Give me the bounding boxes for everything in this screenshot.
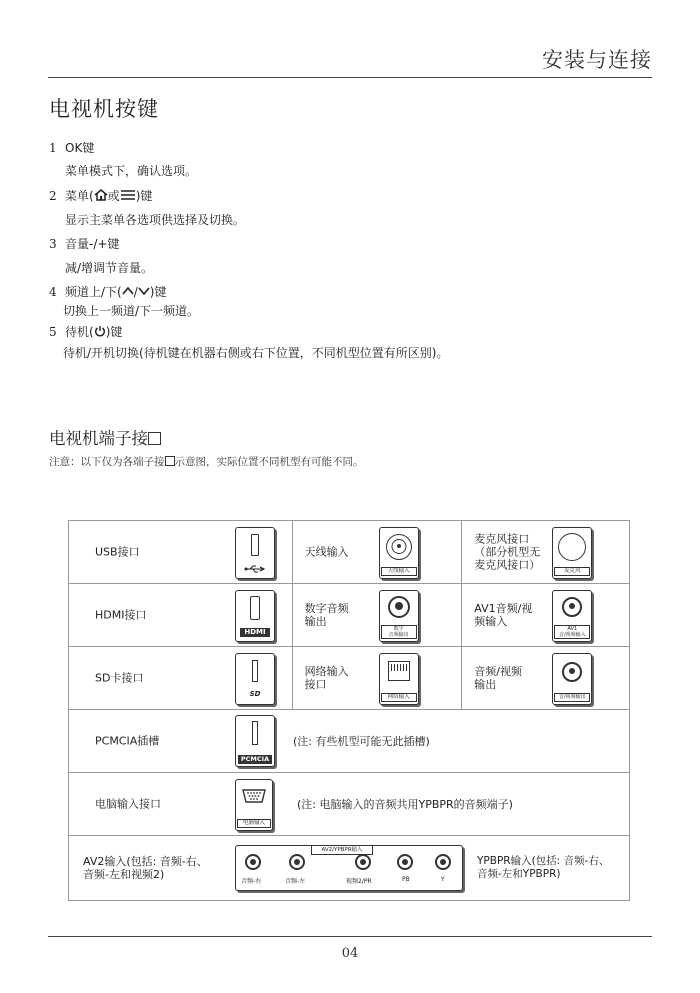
item-title: 菜单( [65, 189, 94, 203]
hdmi-label: HDMI接口 [95, 608, 147, 622]
hdmi-port-cell [69, 584, 292, 646]
lan-icon-label: 网络输入 [381, 693, 417, 702]
ypbpr-label-line: 音频-左和YPBPR) [477, 868, 561, 880]
spdif-cell [293, 584, 462, 646]
rca-jack-icon [397, 854, 413, 870]
rca-jack-icon [245, 854, 261, 870]
lan-label-line: 网络输入 [304, 665, 349, 678]
avout-label [474, 665, 522, 691]
menu-icon [120, 189, 136, 201]
ports-section-title [49, 425, 161, 449]
note-text-a: 注意：以下仅为各端子接 [49, 456, 165, 468]
av2-label [83, 855, 208, 881]
item-title-end: )键 [135, 189, 153, 203]
spdif-port-icon [379, 590, 419, 642]
item-desc: 待机/开机切换(待机键在机器右侧或右下位置，不同机型位置有所区别)。 [63, 346, 449, 360]
pcmcia-note: (注: 有些机型可能无此插槽) [293, 735, 430, 748]
mic-label-line: （部分机型无 [474, 545, 541, 559]
usb-symbol-icon [244, 565, 266, 573]
av2-panel-title: AV2/YPBPR输入 [311, 845, 373, 855]
rca-jack-icon [435, 854, 451, 870]
sd-label: SD卡接口 [95, 671, 144, 685]
ports-note [49, 454, 364, 469]
square-icon [165, 456, 175, 466]
buttons-section-title: 电视机按键 [49, 97, 159, 121]
pcmcia-label: PCMCIA插槽 [95, 734, 160, 748]
item-number: 5 [49, 325, 57, 339]
spdif-label-line: 输出 [304, 615, 327, 628]
lan-cell [293, 647, 462, 709]
header-rule [48, 77, 652, 78]
avout-port-icon [552, 653, 592, 705]
list-item [49, 324, 122, 340]
list-item [49, 236, 119, 252]
list-item [49, 188, 152, 204]
item-desc: 菜单模式下，确认选项。 [65, 164, 198, 178]
item-number: 1 [49, 141, 57, 155]
spdif-label-line: 数字音频 [304, 602, 349, 615]
chevron-down-icon [138, 286, 150, 296]
item-title: 音量-/+键 [65, 237, 120, 251]
sd-port-cell [69, 647, 292, 709]
ports-title-text: 电视机端子接 [49, 429, 148, 448]
item-number: 4 [49, 285, 57, 299]
av1-icon-label [554, 625, 590, 639]
avout-label-line: 输出 [474, 678, 497, 691]
list-item [49, 284, 166, 300]
chevron-up-icon [122, 286, 134, 296]
section-header-title: 安装与连接 [542, 48, 652, 72]
rca-jack-icon [355, 854, 371, 870]
vga-connector-icon [242, 789, 266, 803]
ypbpr-label [477, 855, 609, 881]
av1-label-line: 频输入 [474, 615, 508, 628]
spdif-icon-label-line: 数字 [393, 626, 404, 632]
item-title-mid: 或 [107, 189, 120, 203]
ports-table [68, 520, 630, 901]
item-desc: 显示主菜单各选项供选择及切换。 [65, 213, 246, 227]
pcmcia-cell [69, 710, 629, 772]
vga-note: (注: 电脑输入的音频共用YPBPR的音频端子) [297, 798, 513, 811]
vga-label: 电脑输入接口 [95, 797, 161, 811]
antenna-label: 天线输入 [304, 545, 349, 559]
avout-icon-label: 音/视频输出 [554, 693, 590, 702]
avout-label-line: 音频/视频 [474, 665, 522, 678]
power-icon [94, 325, 106, 337]
av1-label [474, 602, 532, 628]
item-title: 待机( [65, 325, 94, 339]
av1-icon-label-line: 音/视频输入 [558, 632, 586, 638]
av2-ypbpr-panel-icon [235, 845, 463, 891]
av2-label-line: AV2输入(包括: 音频-右、 [83, 855, 208, 868]
item-number: 2 [49, 189, 57, 203]
lan-port-icon [379, 653, 419, 705]
antenna-icon-label: 天线输入 [381, 567, 417, 576]
av1-label-line: AV1音频/视 [474, 602, 533, 615]
avout-cell [462, 647, 629, 709]
item-title: 频道上/下( [65, 285, 122, 299]
mic-port-icon [552, 527, 592, 579]
list-item [49, 140, 94, 156]
item-desc: 切换上一频道/下一频道。 [63, 304, 200, 318]
home-icon [94, 189, 108, 201]
footer-rule [48, 936, 652, 937]
av2-ypbpr-cell [69, 836, 629, 900]
spdif-icon-label-line: 音频输出 [388, 632, 409, 638]
rca-jack-label: 音频-左 [285, 878, 306, 885]
mic-label-line: 麦克风接口） [474, 558, 541, 572]
rca-jack-label: 音频-右 [241, 878, 262, 885]
usb-port-cell [69, 521, 292, 583]
mic-label-line: 麦克风接口 [474, 532, 530, 546]
rca-jack-label: PB [402, 876, 410, 883]
av1-port-icon [552, 590, 592, 642]
page-number: 04 [341, 946, 359, 961]
item-title-mid: / [133, 285, 138, 299]
rca-jack-label: 视频2/PR [346, 878, 372, 885]
note-text-b: 示意图，实际位置不同机型有可能不同。 [174, 456, 364, 468]
vga-cell [69, 773, 629, 835]
av1-icon-label-line: AV1 [567, 626, 578, 632]
hdmi-logo: HDMI [240, 628, 270, 637]
rca-jack-icon [289, 854, 305, 870]
item-title-end: )键 [105, 325, 123, 339]
mic-label [474, 533, 540, 572]
pcmcia-port-icon [235, 715, 275, 767]
item-desc: 减/增调节音量。 [65, 261, 154, 275]
sd-port-icon [235, 653, 275, 705]
usb-port-icon [235, 527, 275, 579]
antenna-port-icon [379, 527, 419, 579]
hdmi-port-icon [235, 590, 275, 642]
vga-port-icon [235, 779, 273, 831]
item-title-end: )键 [149, 285, 167, 299]
av2-label-line: 音频-左和视频2) [83, 868, 165, 881]
spdif-icon-label [381, 625, 417, 639]
vga-icon-label: 电脑输入 [237, 819, 271, 828]
lan-label-line: 接口 [304, 678, 327, 691]
mic-icon-label: 麦克风 [554, 567, 590, 576]
lan-label [305, 665, 349, 691]
pcmcia-logo: PCMCIA [238, 755, 272, 764]
sd-logo: SD [249, 690, 261, 698]
antenna-cell [293, 521, 462, 583]
item-number: 3 [49, 237, 57, 251]
av1-cell [462, 584, 629, 646]
item-title: OK键 [65, 141, 95, 155]
spdif-label [305, 602, 349, 628]
ypbpr-label-line: YPBPR输入(包括: 音频-右、 [477, 855, 610, 867]
usb-label: USB接口 [95, 545, 140, 559]
rca-jack-label: Y [441, 876, 445, 883]
mic-cell [462, 521, 629, 583]
square-icon [148, 432, 161, 445]
